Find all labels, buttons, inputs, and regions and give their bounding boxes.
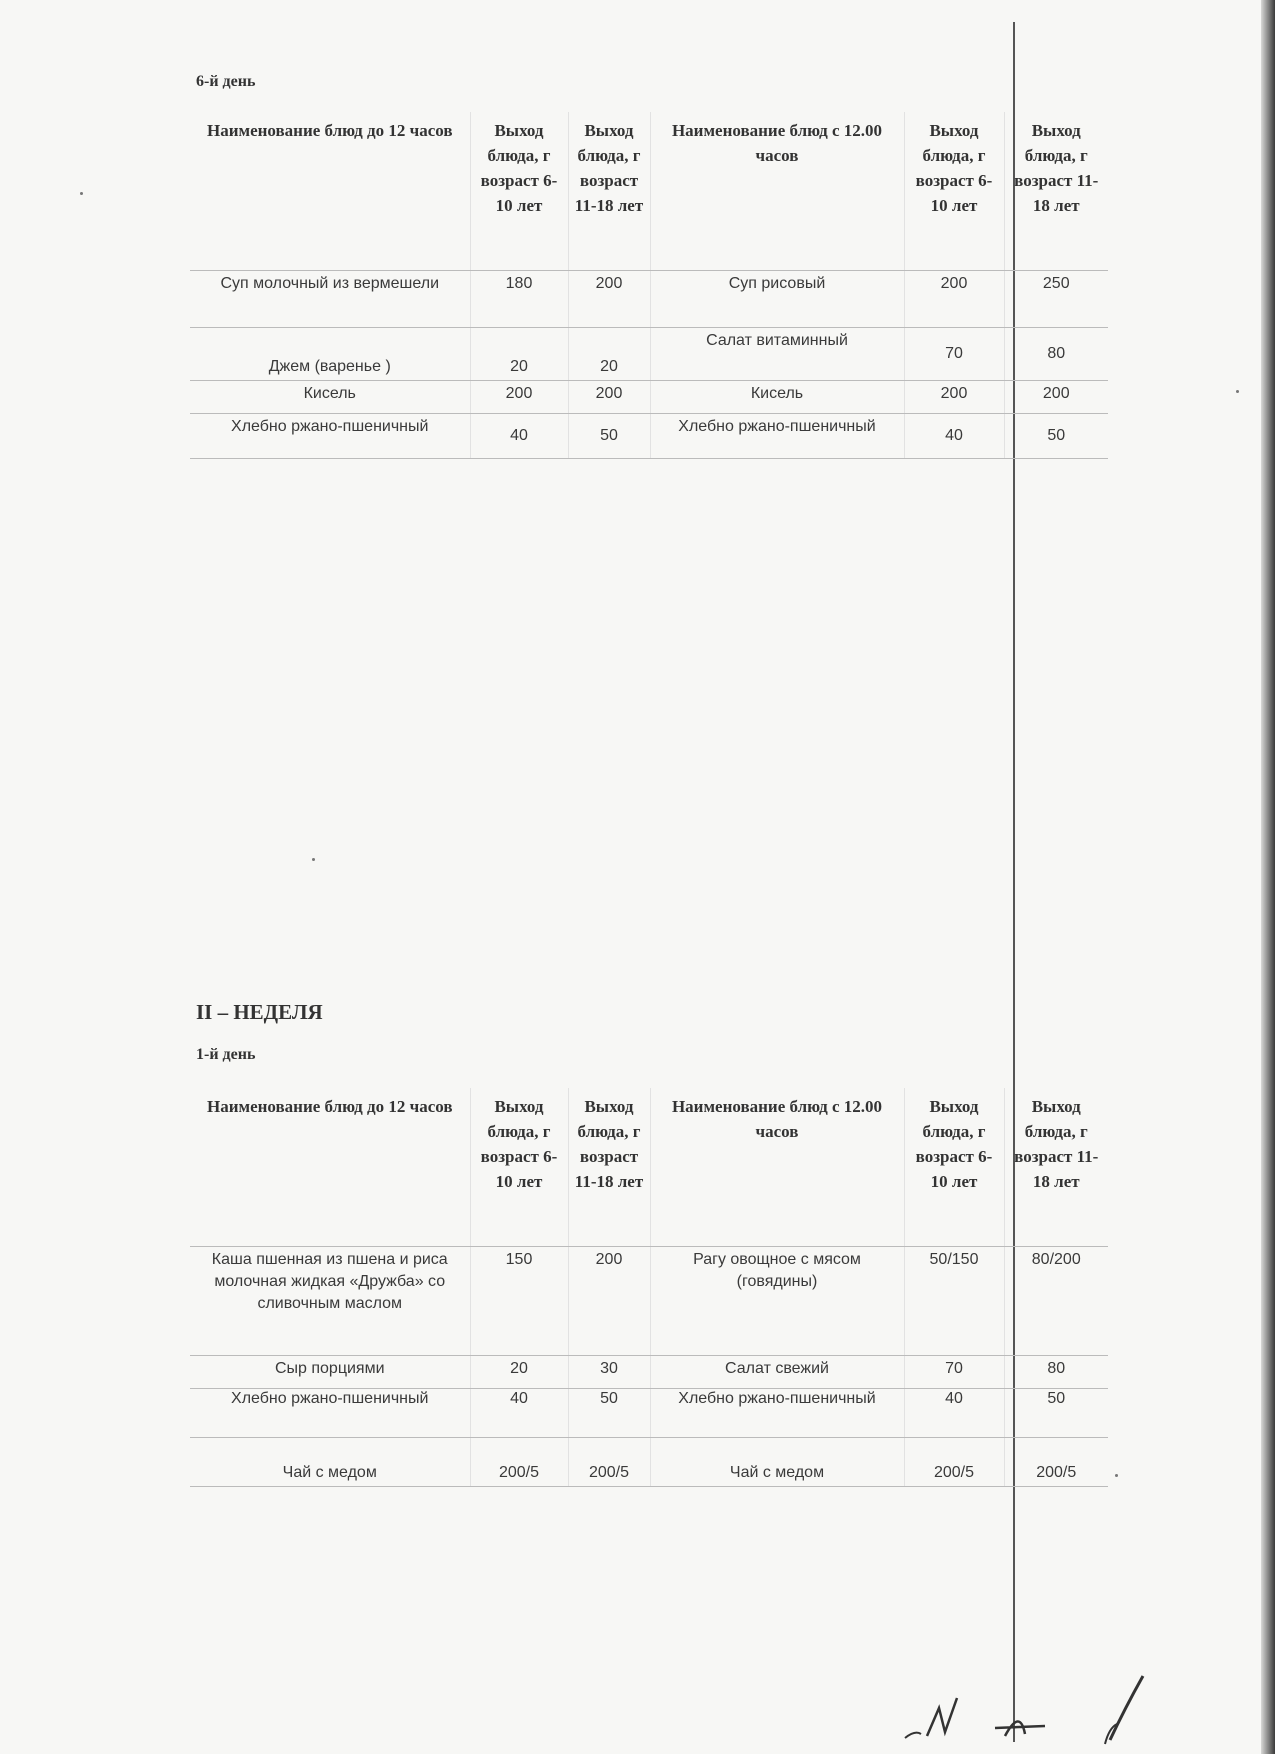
portion-cell: 50 [568, 414, 650, 459]
dish-name-cell: Салат витаминный [650, 328, 904, 381]
dish-name-cell: Хлебно ржано-пшеничный [190, 414, 470, 459]
table-row [190, 1356, 1108, 1389]
portion-cell: 70 [904, 1356, 1004, 1389]
dish-name-cell: Чай с медом [190, 1438, 470, 1487]
menu-table-week2-day-1 [190, 1088, 1108, 1487]
dish-name-cell: Суп молочный из вермешели [190, 271, 470, 328]
header-cell: Наименование блюд с 12.00 часов [650, 112, 904, 271]
portion-cell: 50 [568, 1389, 650, 1438]
portion-cell: 200/5 [470, 1438, 568, 1487]
portion-cell: 20 [470, 328, 568, 381]
portion-cell: 50/150 [904, 1247, 1004, 1356]
portion-cell: 20 [470, 1356, 568, 1389]
portion-cell: 30 [568, 1356, 650, 1389]
table-header-row [190, 1088, 1108, 1247]
dish-name-cell: Кисель [190, 381, 470, 414]
portion-cell: 200 [904, 271, 1004, 328]
dish-name-cell: Хлебно ржано-пшеничный [650, 414, 904, 459]
header-cell: Наименование блюд до 12 часов [190, 1088, 470, 1247]
header-cell: Наименование блюд до 12 часов [190, 112, 470, 271]
table-row [190, 1389, 1108, 1438]
portion-cell: 200/5 [568, 1438, 650, 1487]
dish-name-cell: Хлебно ржано-пшеничный [190, 1389, 470, 1438]
header-cell: Выход блюда, г возраст 11-18 лет [568, 112, 650, 271]
header-cell: Выход блюда, г возраст 11-18 лет [1004, 112, 1108, 271]
table-header-row [190, 112, 1108, 271]
header-cell: Выход блюда, г возраст 6-10 лет [470, 112, 568, 271]
table-row [190, 1247, 1108, 1356]
portion-cell: 70 [904, 328, 1004, 381]
portion-cell: 40 [904, 414, 1004, 459]
table-row [190, 271, 1108, 328]
table-row [190, 328, 1108, 381]
table-row [190, 1438, 1108, 1487]
dish-name-cell: Рагу овощное с мясом (говядины) [650, 1247, 904, 1356]
dish-name-cell: Чай с медом [650, 1438, 904, 1487]
portion-cell: 250 [1004, 271, 1108, 328]
scan-speck [1236, 390, 1239, 393]
portion-cell: 200/5 [904, 1438, 1004, 1487]
dish-name-cell: Хлебно ржано-пшеничный [650, 1389, 904, 1438]
day-title-1: 1-й день [196, 1046, 256, 1063]
portion-cell: 200/5 [1004, 1438, 1108, 1487]
portion-cell: 20 [568, 328, 650, 381]
dish-name-cell: Кисель [650, 381, 904, 414]
header-cell: Выход блюда, г возраст 6-10 лет [904, 1088, 1004, 1247]
scan-edge-shadow [1261, 0, 1275, 1754]
portion-cell: 180 [470, 271, 568, 328]
portion-cell: 200 [470, 381, 568, 414]
portion-cell: 150 [470, 1247, 568, 1356]
week-title: II – НЕДЕЛЯ [196, 1000, 323, 1024]
scan-speck [1115, 1474, 1118, 1477]
portion-cell: 40 [470, 414, 568, 459]
menu-table-day-6 [190, 112, 1108, 459]
portion-cell: 200 [568, 381, 650, 414]
portion-cell: 200 [568, 271, 650, 328]
portion-cell: 50 [1004, 1389, 1108, 1438]
header-cell: Выход блюда, г возраст 11-18 лет [1004, 1088, 1108, 1247]
portion-cell: 50 [1004, 414, 1108, 459]
day-title-6: 6-й день [196, 73, 256, 90]
header-cell: Выход блюда, г возраст 6-10 лет [904, 112, 1004, 271]
portion-cell: 40 [470, 1389, 568, 1438]
header-cell: Выход блюда, г возраст 6-10 лет [470, 1088, 568, 1247]
dish-name-cell: Каша пшенная из пшена и риса молочная жидкая «Дружба» со сливочным маслом [190, 1247, 470, 1356]
dish-name-cell: Джем (варенье ) [190, 328, 470, 381]
table-row [190, 414, 1108, 459]
portion-cell: 40 [904, 1389, 1004, 1438]
dish-name-cell: Сыр порциями [190, 1356, 470, 1389]
dish-name-cell: Салат свежий [650, 1356, 904, 1389]
portion-cell: 80 [1004, 328, 1108, 381]
portion-cell: 200 [1004, 381, 1108, 414]
dish-name-cell: Суп рисовый [650, 271, 904, 328]
header-cell: Наименование блюд с 12.00 часов [650, 1088, 904, 1247]
portion-cell: 200 [904, 381, 1004, 414]
scan-speck [312, 858, 315, 861]
scan-speck [80, 192, 83, 195]
portion-cell: 80 [1004, 1356, 1108, 1389]
table-row [190, 381, 1108, 414]
header-cell: Выход блюда, г возраст 11-18 лет [568, 1088, 650, 1247]
handwritten-signature [895, 1668, 1175, 1748]
portion-cell: 200 [568, 1247, 650, 1356]
portion-cell: 80/200 [1004, 1247, 1108, 1356]
